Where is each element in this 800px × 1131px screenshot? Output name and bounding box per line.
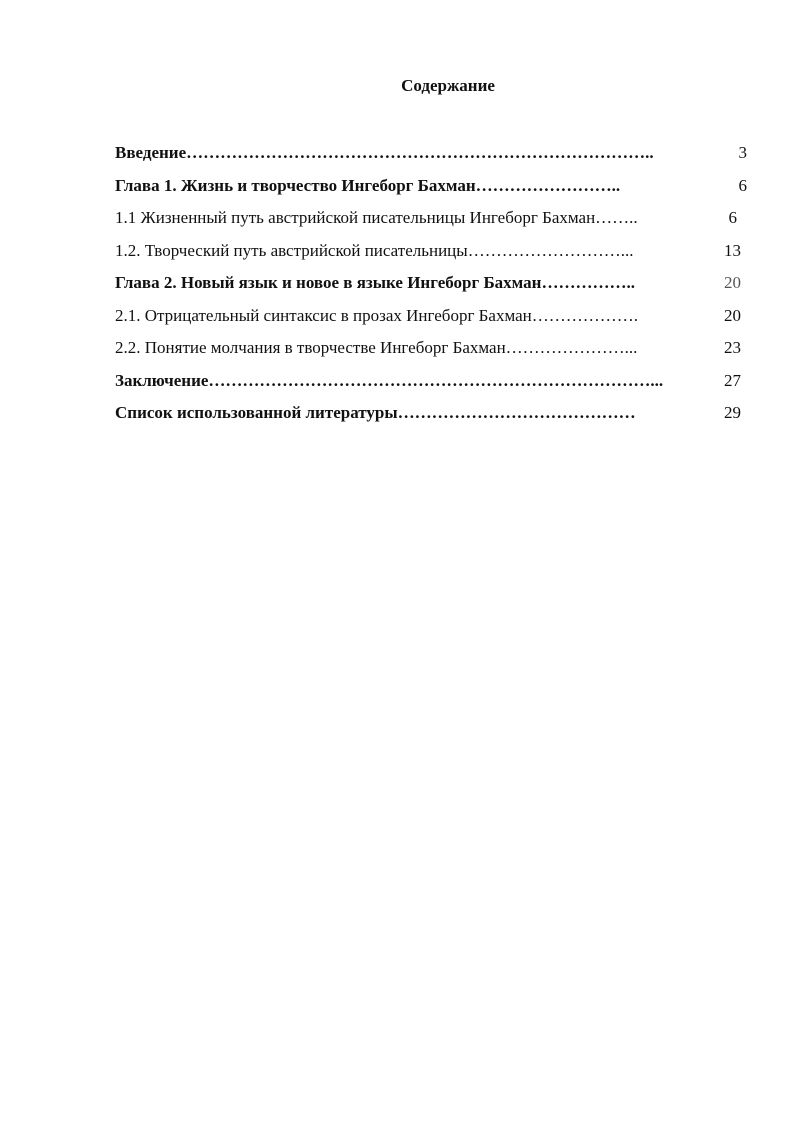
toc-entry-text: 1.2. Творческий путь австрийской писательницы………………………... (115, 240, 634, 260)
toc-entry-text: Глава 2. Новый язык и новое в языке Ингеборг Бахман…………….. (115, 273, 635, 292)
toc-entry-text: 2.2. Понятие молчания в творчестве Ингеборг Бахман…………………... (115, 338, 638, 357)
toc-page-number: 20 (724, 273, 741, 292)
toc-entry-chapter-2 (115, 271, 741, 304)
toc-page-number: 3 (738, 143, 747, 162)
toc-page-number: 13 (724, 240, 741, 260)
toc-entry-text: 1.1 Жизненный путь австрийской писательницы Ингеборг Бахман…….. (115, 208, 638, 227)
toc-entry-section-1-2 (115, 239, 741, 272)
table-of-contents (115, 141, 747, 434)
toc-page-number: 6 (728, 208, 737, 227)
toc-entry-text: Введение……………………………………………………………………….. (115, 143, 654, 162)
toc-entry-text: Заключение……………………………………………………………………... (115, 370, 664, 390)
toc-entry-section-2-2 (115, 336, 741, 369)
toc-title: Содержание (401, 76, 495, 95)
toc-entry-text: 2.1. Отрицательный синтаксис в прозах Ингеборг Бахман………………. (115, 305, 639, 325)
toc-page-number: 27 (724, 370, 741, 390)
toc-entry-bibliography (115, 401, 741, 434)
toc-entry-conclusion (115, 369, 741, 402)
toc-page-number: 20 (724, 305, 741, 325)
toc-entry-introduction (115, 141, 747, 174)
toc-entry-text: Список использованной литературы…………………………………… (115, 403, 636, 422)
toc-page-number: 6 (738, 175, 747, 195)
toc-entry-section-2-1 (115, 304, 741, 337)
toc-entry-text: Глава 1. Жизнь и творчество Ингеборг Бахман…………………….. (115, 175, 621, 195)
toc-entry-section-1-1 (115, 206, 741, 239)
toc-page-number: 23 (724, 338, 741, 357)
toc-entry-chapter-1 (115, 174, 747, 207)
toc-page-number: 29 (724, 403, 741, 422)
